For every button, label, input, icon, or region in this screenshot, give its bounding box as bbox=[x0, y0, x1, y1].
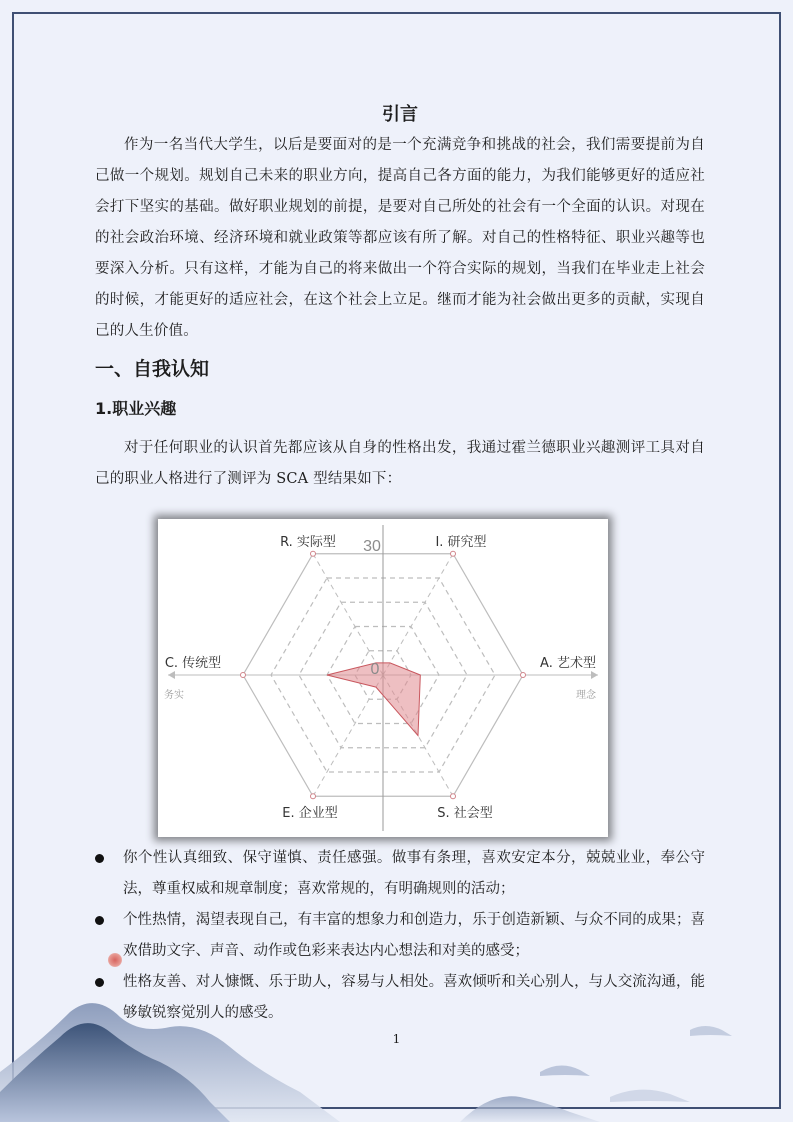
radar-vertex-marker bbox=[311, 794, 316, 799]
radar-chart-svg bbox=[158, 519, 608, 837]
radar-vertex-marker bbox=[451, 794, 456, 799]
trait-list bbox=[95, 843, 705, 1029]
bullet-icon bbox=[95, 854, 104, 863]
axis-label-s: S. 社会型 bbox=[437, 806, 493, 821]
radar-spoke bbox=[313, 675, 383, 796]
section-heading: 一、自我认知 bbox=[95, 358, 210, 380]
list-item bbox=[95, 905, 705, 967]
holland-radar-chart bbox=[158, 519, 608, 837]
tick-label-zero: 0 bbox=[370, 661, 380, 678]
tick-label-max: 30 bbox=[363, 538, 381, 555]
radar-spoke bbox=[313, 554, 383, 675]
radar-vertex-marker bbox=[311, 551, 316, 556]
page-title: 引言 bbox=[382, 104, 418, 125]
list-item bbox=[95, 843, 705, 905]
left-arrow bbox=[168, 671, 175, 679]
axis-label-i: I. 研究型 bbox=[435, 535, 487, 550]
radar-vertex-marker bbox=[451, 551, 456, 556]
test-intro-paragraph: 对于任何职业的认识首先都应该从自身的性格出发，我通过霍兰德职业兴趣测评工具对自己的职业人格进行了测评为 SCA 型结果如下： bbox=[95, 440, 705, 487]
trait-text: 性格友善、对人慷慨、乐于助人，容易与人相处。喜欢倾听和关心别人，与人交流沟通，能够敏锐察觉别人的感受。 bbox=[123, 974, 705, 1021]
axis-label-e: E. 企业型 bbox=[282, 806, 338, 821]
page-number: 1 bbox=[392, 1032, 401, 1046]
side-label-right: 理念 bbox=[576, 690, 596, 701]
bullet-icon bbox=[95, 978, 104, 987]
radar-vertex-marker bbox=[241, 673, 246, 678]
trait-text: 个性热情，渴望表现自己，有丰富的想象力和创造力，乐于创造新颖、与众不同的成果；喜欢借助文字、声音、动作或色彩来表达内心想法和对美的感受； bbox=[123, 912, 705, 959]
side-label-left: 务实 bbox=[164, 690, 184, 701]
list-item bbox=[95, 967, 705, 1029]
intro-paragraph: 作为一名当代大学生，以后是要面对的是一个充满竞争和挑战的社会，我们需要提前为自己做一个规划。规划自己未来的职业方向，提高自己各方面的能力，为我们能够更好的适应社会打下坚实的基础。做好职业规划的前提，是要对自己所处的社会有一个全面的认识。对现在的社会政治环境、经济环境和就业政策等都应该有所了解。对自己的性格特征、职业兴趣等也要深入分析。只有这样，才能为自己的将来做出一个符合实际的规划，当我们在毕业走上社会的时候，才能更好的适应社会，在这个社会上立足。继而才能为社会做出更多的贡献，实现自己的人生价值。 bbox=[95, 137, 705, 339]
axis-label-r: R. 实际型 bbox=[280, 535, 336, 550]
radar-vertex-marker bbox=[521, 673, 526, 678]
trait-text: 你个性认真细致、保守谨慎、责任感强。做事有条理，喜欢安定本分，兢兢业业，奉公守法，尊重权威和规章制度；喜欢常规的，有明确规则的活动； bbox=[123, 850, 705, 897]
document-body bbox=[95, 100, 705, 1029]
axis-label-c: C. 传统型 bbox=[164, 656, 222, 671]
subsection-heading: 1.职业兴趣 bbox=[95, 399, 177, 418]
bullet-icon bbox=[95, 916, 104, 925]
axis-label-a: A. 艺术型 bbox=[540, 656, 596, 671]
radar-spoke bbox=[383, 554, 453, 675]
right-arrow bbox=[591, 671, 598, 679]
